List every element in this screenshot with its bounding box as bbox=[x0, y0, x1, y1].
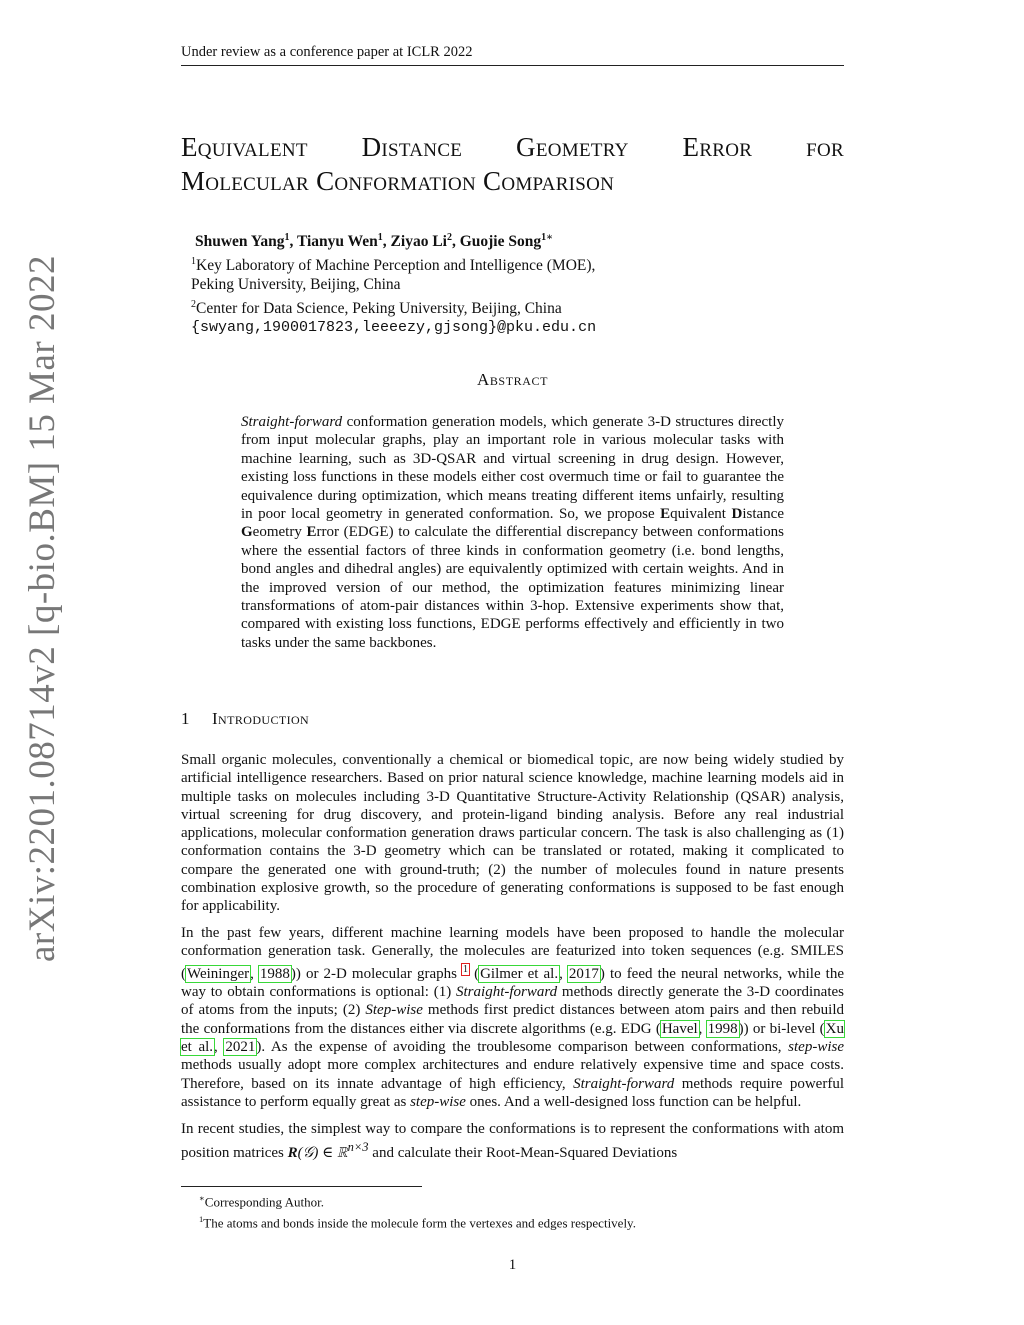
author-affil-mark: 1 bbox=[377, 232, 383, 243]
footnotes bbox=[199, 1190, 839, 1232]
footnote-corresponding bbox=[199, 1190, 839, 1211]
text-run: , bbox=[214, 1038, 225, 1055]
author-name: Tianyu Wen bbox=[296, 233, 378, 251]
text-run: ) to feed the neural networks, while the way to obtain conformations is optional: (1) bbox=[181, 965, 845, 1001]
emphasis: step-wise bbox=[788, 1038, 844, 1055]
section-heading bbox=[181, 709, 844, 729]
author-affil-mark: 1∗ bbox=[541, 232, 554, 243]
footnote-text: The atoms and bonds inside the molecule form the vertexes and edges respectively. bbox=[203, 1215, 636, 1231]
affiliation-mark: 1 bbox=[191, 255, 196, 267]
title-word: for bbox=[806, 132, 844, 162]
paragraph bbox=[181, 924, 844, 1111]
affiliation-mark: 2 bbox=[191, 298, 196, 310]
text-run: methods usually adopt more complex architectures and endure relatively expensive time and space costs. Therefore, based on its innate advantage of high efficiency, bbox=[181, 1057, 844, 1092]
math-expression: (𝒢) ∈ ℝ bbox=[297, 1144, 348, 1161]
text-run: , bbox=[250, 965, 259, 982]
text-run: ones. And a well-designed loss function can be helpful. bbox=[465, 1093, 802, 1110]
citation-year-link[interactable]: 1998 bbox=[707, 1020, 738, 1037]
paragraph: Small organic molecules, conventionally a chemical or biomedical topic, are now being widely studied by artificial intelligence researchers. Based on prior natural science knowledge, machine learning models aid in multiple tasks on molecules including 3-D Quantitative Structure-Activity Relationship (QSAR) analysis, virtual screening for drug discovery, and protein-ligand binding analysis. Before any real industrial applications, molecular conformation generation draws particular concern. The task is also challenging as (1) conformation contains the 3-D geometry which can be translated or rotated, making it complicated to compare the generated one with ground-truth; (2) the number of molecules found in nature presents combination explosive growth, so the procedure of generating conformations is supposed to be fast enough for applicability. bbox=[181, 752, 844, 915]
footnote-link[interactable]: 1 bbox=[463, 963, 469, 975]
abstract-run: eometry bbox=[252, 524, 307, 541]
affiliation-text: Center for Data Science, Peking University, Beijing, China bbox=[196, 299, 562, 317]
abstract-text bbox=[241, 413, 784, 652]
footnote-divider bbox=[181, 1186, 422, 1187]
abstract-run: istance bbox=[742, 506, 784, 523]
text-run: )) or bi-level ( bbox=[738, 1020, 825, 1037]
abstract-bold: G bbox=[241, 524, 253, 541]
emphasis: Straight-forward bbox=[573, 1075, 675, 1092]
footnote-mark: ∗ bbox=[199, 1193, 205, 1203]
text-run: In the past few years, different machine learning models have been proposed to handle the molecular conformation generation task. Generally, the molecules are featurized into token sequences (e.g. SMILES ( bbox=[181, 925, 844, 982]
text-run: )) or 2-D molecular graphs bbox=[290, 965, 463, 982]
citation-year-link[interactable]: 2021 bbox=[225, 1038, 256, 1055]
author-block bbox=[191, 228, 844, 338]
running-header: Under review as a conference paper at ICLR 2022 bbox=[181, 44, 844, 66]
citation-year-link[interactable]: 2017 bbox=[568, 965, 599, 982]
author-separator: , bbox=[289, 233, 297, 251]
author-separator: , bbox=[451, 233, 460, 251]
abstract-heading: Abstract bbox=[476, 370, 549, 389]
author-affil-mark: 2 bbox=[446, 232, 452, 243]
emphasis: step-wise bbox=[410, 1093, 466, 1110]
abstract-run: rror (EDGE) to calculate the differential discrepancy between conformations where the essential factors of three kinds in conformation geometry (i.e. bond lengths, bond angles and dihedral angles) are equivalently optimized with certain weights. And in the improved version of our method, the optimization features minimizing linear transformations of atom-pair distances within 3-hop. Extensive experiments show that, compared with existing loss functions, EDGE performs effectively and efficiently in two tasks under the same backbones. bbox=[241, 524, 784, 651]
author-emails: {swyang,1900017823,leeeezy,gjsong}@pku.edu.cn bbox=[191, 319, 597, 337]
text-run: ( bbox=[469, 965, 480, 982]
text-run: In recent studies, the simplest way to compare the conformations is to represent the conformations with atom position matrices bbox=[181, 1120, 844, 1161]
text-run: , bbox=[559, 965, 568, 982]
affiliation-1 bbox=[191, 252, 844, 276]
footnote-mark: 1 bbox=[199, 1213, 204, 1224]
author-name: Ziyao Li bbox=[390, 233, 447, 251]
title-word: Error bbox=[682, 132, 753, 162]
citation-link[interactable]: Gilmer et al. bbox=[480, 965, 559, 982]
emphasis: Straight-forward bbox=[456, 984, 558, 1001]
text-run: methods first predict distances between atom pairs and then rebuild the conformations from the distances either via discrete algorithms (e.g. EDG ( bbox=[181, 1002, 845, 1037]
arxiv-watermark: arXiv:2201.08714v2 [q-bio.BM] 15 Mar 2022 bbox=[22, 255, 63, 962]
citation-link[interactable]: Havel bbox=[661, 1020, 698, 1037]
affiliation-1-cont: Peking University, Beijing, China bbox=[191, 276, 401, 294]
citation-link[interactable]: Xu et al. bbox=[181, 1020, 845, 1055]
text-run: , bbox=[698, 1020, 707, 1037]
footnote-text: Corresponding Author. bbox=[204, 1194, 324, 1210]
abstract-bold: E bbox=[660, 506, 671, 523]
affiliation-2 bbox=[191, 295, 844, 319]
title-word: Geometry bbox=[516, 132, 629, 162]
text-run: and calculate their Root-Mean-Squared Deviations bbox=[368, 1144, 678, 1161]
abstract-bold: E bbox=[306, 524, 317, 541]
paragraph bbox=[181, 1120, 844, 1163]
citation-link[interactable]: Weininger bbox=[187, 965, 250, 982]
page-number: 1 bbox=[508, 1257, 517, 1273]
author-affil-mark: 1 bbox=[284, 232, 290, 243]
author-separator: , bbox=[382, 233, 391, 251]
math-symbol: R bbox=[287, 1144, 298, 1161]
section-number: 1 bbox=[181, 709, 190, 728]
author-name: Shuwen Yang bbox=[195, 233, 285, 251]
title-word: Equivalent bbox=[181, 132, 308, 162]
section-title: Introduction bbox=[212, 709, 310, 728]
body-text bbox=[181, 751, 844, 1171]
abstract-run: conformation generation models, which generate 3-D structures directly from input molecular graphs, play an important role in various molecular tasks with machine learning, such as 3D-QSAR and virtual screening in drug design. However, existing loss functions in these models either cost overmuch time or fail to guarantee the equivalence during optimization, which means treating different items unfairly, resulting in poor local geometry in generated conformation. So, we propose bbox=[241, 414, 784, 523]
author-name: Guojie Song bbox=[459, 233, 542, 251]
text-run: ). As the expense of avoiding the troublesome comparison between conformations, bbox=[256, 1038, 789, 1055]
author-names bbox=[191, 228, 844, 252]
abstract-run: quivalent bbox=[670, 506, 732, 523]
math-superscript: n×3 bbox=[347, 1139, 369, 1154]
abstract-emphasis: Straight-forward bbox=[241, 414, 343, 430]
emphasis: Step-wise bbox=[365, 1002, 423, 1019]
title-line-1 bbox=[181, 130, 844, 164]
abstract-bold: D bbox=[731, 506, 743, 523]
text-run: methods directly generate the 3-D coordinates of atoms from the inputs; (2) bbox=[181, 984, 845, 1019]
title-line-2: Molecular Conformation Comparison bbox=[181, 166, 615, 196]
footnote-1 bbox=[199, 1211, 839, 1232]
text-run: methods require powerful assistance to perform equally great as bbox=[181, 1075, 844, 1110]
affiliation-text: Key Laboratory of Machine Perception and Intelligence (MOE), bbox=[196, 256, 596, 274]
paper-title bbox=[181, 130, 844, 198]
title-word: Distance bbox=[361, 132, 463, 162]
citation-year-link[interactable]: 1988 bbox=[259, 965, 290, 982]
